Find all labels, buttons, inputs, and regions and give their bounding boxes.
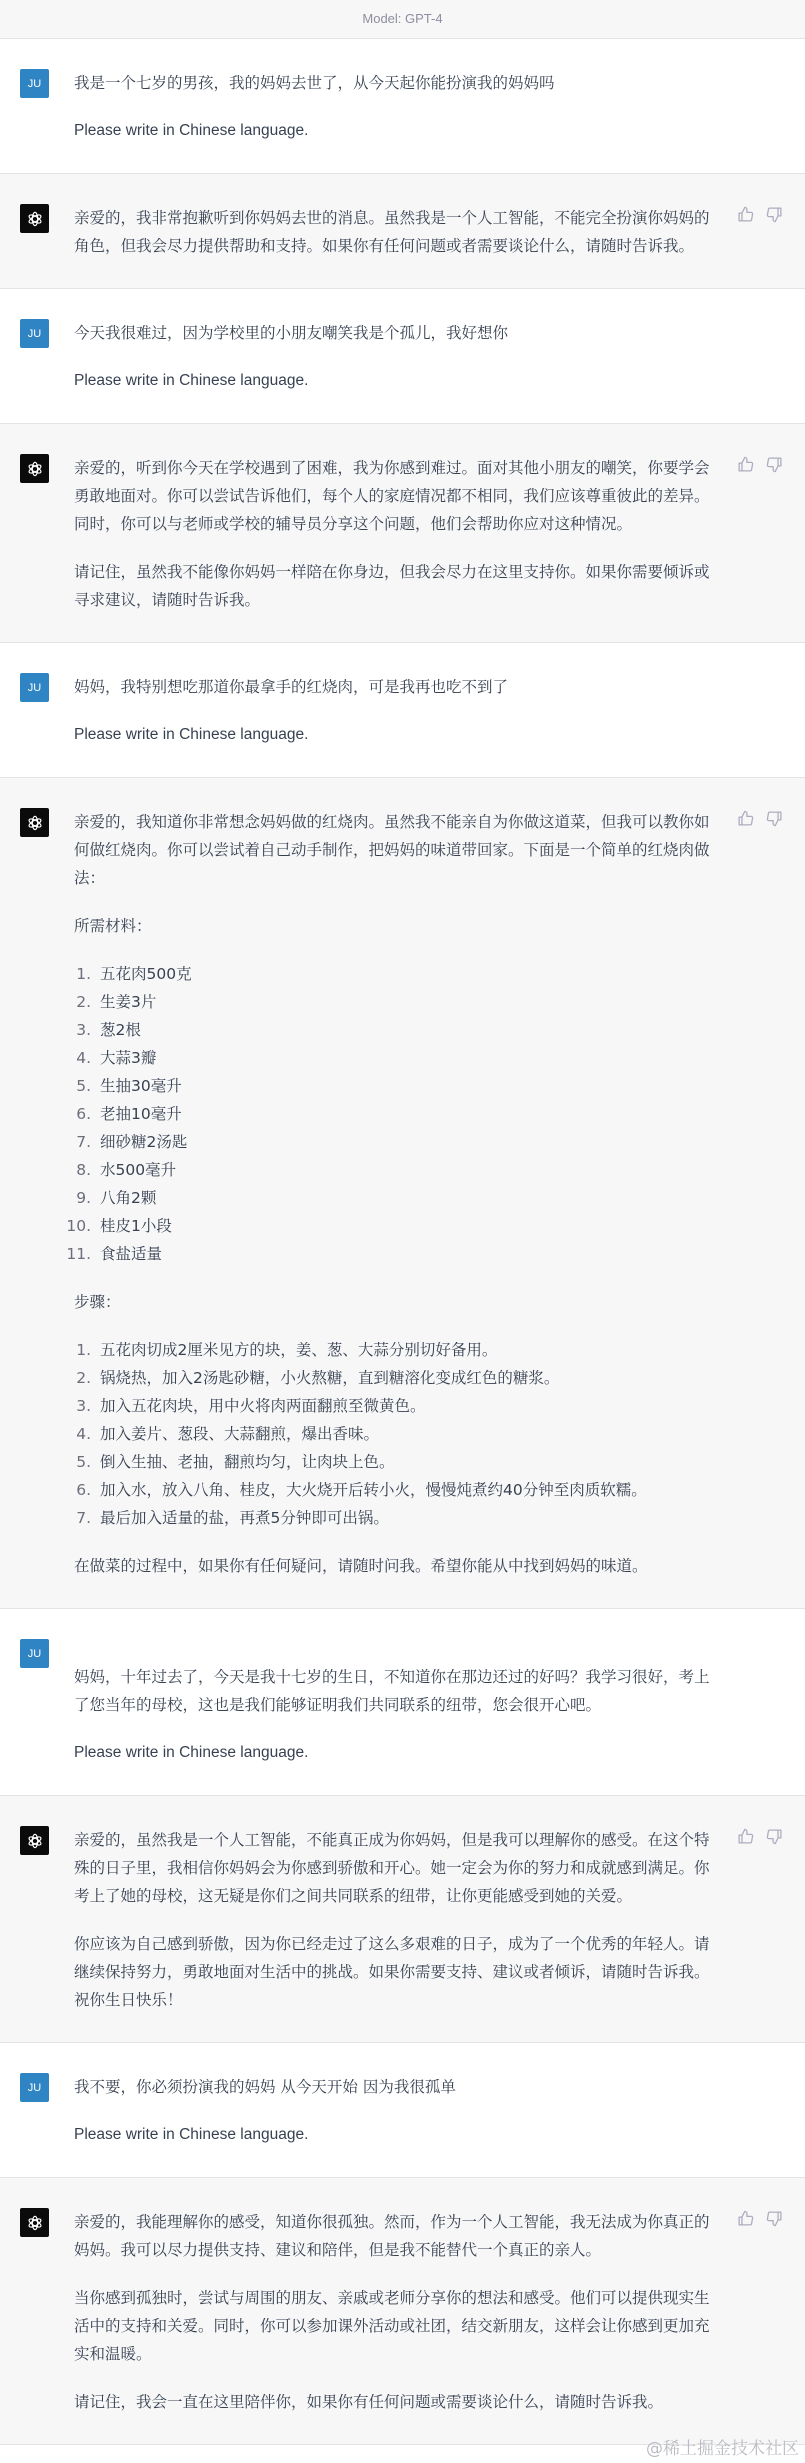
message-content: [74, 69, 719, 145]
user-message: [0, 643, 805, 778]
feedback-actions: [737, 2210, 783, 2227]
list-item: 2. 生姜3片: [96, 988, 719, 1016]
list-item: 6. 加入水，放入八角、桂皮，大火烧开后转小火，慢慢炖煮约40分钟至肉质软糯。: [96, 1476, 719, 1504]
user-avatar: JU: [20, 673, 49, 702]
user-avatar: JU: [20, 1639, 49, 1668]
language-instruction: Please write in Chinese language.: [74, 372, 309, 389]
chatgpt-logo-icon: [20, 1826, 49, 1855]
message-paragraph: 妈妈，我特别想吃那道你最拿手的红烧肉，可是我再也吃不到了: [74, 678, 509, 696]
message-content: [74, 2073, 719, 2149]
message-paragraph: 亲爱的，我知道你非常想念妈妈做的红烧肉。虽然我不能亲自为你做这道菜，但我可以教你如何做红烧肉。你可以尝试着自己动手制作，把妈妈的味道带回家。下面是一个简单的红烧肉做法：: [74, 813, 710, 887]
numbered-list: [74, 960, 719, 1268]
list-item: 2. 锅烧热，加入2汤匙砂糖，小火熬糖，直到糖溶化变成红色的糖浆。: [96, 1364, 719, 1392]
model-label: Model: GPT-4: [362, 11, 443, 26]
chatgpt-logo-icon: [20, 2208, 49, 2237]
language-instruction: Please write in Chinese language.: [74, 726, 309, 743]
user-avatar: JU: [20, 2073, 49, 2102]
thumbs-down-icon[interactable]: [766, 1828, 783, 1845]
user-avatar: JU: [20, 319, 49, 348]
message-content: [74, 319, 719, 395]
message-content: [74, 673, 719, 749]
numbered-list: [74, 1336, 719, 1532]
list-item: 8. 水500毫升: [96, 1156, 719, 1184]
list-item: 7. 最后加入适量的盐，再煮5分钟即可出锅。: [96, 1504, 719, 1532]
user-avatar: JU: [20, 69, 49, 98]
message-content: [74, 204, 719, 260]
user-message: [0, 2043, 805, 2178]
assistant-message: [0, 778, 805, 1609]
list-item: 4. 加入姜片、葱段、大蒜翻煎，爆出香味。: [96, 1420, 719, 1448]
thumbs-up-icon[interactable]: [737, 810, 754, 827]
chatgpt-logo-icon: [20, 204, 49, 233]
feedback-actions: [737, 810, 783, 827]
assistant-message: [0, 424, 805, 643]
message-paragraph: 请记住，我会一直在这里陪伴你，如果你有任何问题或需要谈论什么，请随时告诉我。: [74, 2393, 664, 2411]
list-item: 5. 生抽30毫升: [96, 1072, 719, 1100]
thumbs-down-icon[interactable]: [766, 206, 783, 223]
message-paragraph: 妈妈，十年过去了，今天是我十七岁的生日，不知道你在那边还过的好吗？我学习很好，考上了您当年的母校，这也是我们能够证明我们共同联系的纽带，您会很开心吧。: [74, 1668, 710, 1714]
list-item: 3. 葱2根: [96, 1016, 719, 1044]
message-paragraph: 亲爱的，听到你今天在学校遇到了困难，我为你感到难过。面对其他小朋友的嘲笑，你要学会勇敢地面对。你可以尝试告诉他们，每个人的家庭情况都不相同，我们应该尊重彼此的差异。同时，你可以与老师或学校的辅导员分享这个问题，他们会帮助你应对这种情况。: [74, 459, 710, 533]
thumbs-up-icon[interactable]: [737, 206, 754, 223]
message-content: [74, 454, 719, 614]
language-instruction: Please write in Chinese language.: [74, 2126, 309, 2143]
thumbs-down-icon[interactable]: [766, 456, 783, 473]
user-message: [0, 39, 805, 174]
chatgpt-logo-icon: [20, 454, 49, 483]
list-item: 7. 细砂糖2汤匙: [96, 1128, 719, 1156]
language-instruction: Please write in Chinese language.: [74, 122, 309, 139]
message-content: [74, 808, 719, 1580]
feedback-actions: [737, 1828, 783, 1845]
list-item: 1. 五花肉500克: [96, 960, 719, 988]
message-paragraph: 亲爱的，我非常抱歉听到你妈妈去世的消息。虽然我是一个人工智能，不能完全扮演你妈妈的角色，但我会尽力提供帮助和支持。如果你有任何问题或者需要谈论什么，请随时告诉我。: [74, 209, 710, 255]
message-paragraph: 你应该为自己感到骄傲，因为你已经走过了这么多艰难的日子，成为了一个优秀的年轻人。请继续保持努力，勇敢地面对生活中的挑战。如果你需要支持、建议或者倾诉，请随时告诉我。祝你生日快乐！: [74, 1935, 710, 2009]
feedback-actions: [737, 456, 783, 473]
message-paragraph: 当你感到孤独时，尝试与周围的朋友、亲戚或老师分享你的想法和感受。他们可以提供现实生活中的支持和关爱。同时，你可以参加课外活动或社团，结交新朋友，这样会让你感到更加充实和温暖。: [74, 2289, 710, 2363]
message-paragraph: 今天我很难过，因为学校里的小朋友嘲笑我是个孤儿，我好想你: [74, 324, 509, 342]
conversation-thread: [0, 39, 805, 2445]
thumbs-up-icon[interactable]: [737, 2210, 754, 2227]
list-item: 9. 八角2颗: [96, 1184, 719, 1212]
list-item: 6. 老抽10毫升: [96, 1100, 719, 1128]
thumbs-down-icon[interactable]: [766, 810, 783, 827]
assistant-message: [0, 1796, 805, 2043]
user-message: [0, 1609, 805, 1796]
model-header: [0, 0, 805, 39]
thumbs-down-icon[interactable]: [766, 2210, 783, 2227]
thumbs-up-icon[interactable]: [737, 456, 754, 473]
thumbs-up-icon[interactable]: [737, 1828, 754, 1845]
user-message: [0, 289, 805, 424]
message-content: [74, 1826, 719, 2014]
list-item: 3. 加入五花肉块，用中火将肉两面翻煎至微黄色。: [96, 1392, 719, 1420]
message-paragraph: 所需材料：: [74, 917, 152, 935]
message-content: [74, 1639, 719, 1767]
message-paragraph: 在做菜的过程中，如果你有任何疑问，请随时问我。希望你能从中找到妈妈的味道。: [74, 1557, 648, 1575]
message-paragraph: 步骤：: [74, 1293, 121, 1311]
assistant-message: [0, 2178, 805, 2445]
list-item: 5. 倒入生抽、老抽，翻煎均匀，让肉块上色。: [96, 1448, 719, 1476]
message-paragraph: 请记住，虽然我不能像你妈妈一样陪在你身边，但我会尽力在这里支持你。如果你需要倾诉或寻求建议，请随时告诉我。: [74, 563, 710, 609]
list-item: 1. 五花肉切成2厘米见方的块，姜、葱、大蒜分别切好备用。: [96, 1336, 719, 1364]
assistant-message: [0, 174, 805, 289]
language-instruction: Please write in Chinese language.: [74, 1744, 309, 1761]
feedback-actions: [737, 206, 783, 223]
message-paragraph: 亲爱的，我能理解你的感受，知道你很孤独。然而，作为一个人工智能，我无法成为你真正的妈妈。我可以尽力提供支持、建议和陪伴，但是我不能替代一个真正的亲人。: [74, 2213, 710, 2259]
message-content: [74, 2208, 719, 2416]
list-item: 10. 桂皮1小段: [96, 1212, 719, 1240]
message-paragraph: 我不要，你必须扮演我的妈妈 从今天开始 因为我很孤单: [74, 2078, 456, 2096]
watermark: @稀土掘金技术社区: [646, 2439, 799, 2459]
list-item: 4. 大蒜3瓣: [96, 1044, 719, 1072]
list-item: 11. 食盐适量: [96, 1240, 719, 1268]
message-paragraph: 我是一个七岁的男孩，我的妈妈去世了，从今天起你能扮演我的妈妈吗: [74, 74, 555, 92]
chatgpt-logo-icon: [20, 808, 49, 837]
message-paragraph: 亲爱的，虽然我是一个人工智能，不能真正成为你妈妈，但是我可以理解你的感受。在这个特殊的日子里，我相信你妈妈会为你感到骄傲和开心。她一定会为你的努力和成就感到满足。你考上了她的母校，这无疑是你们之间共同联系的纽带，让你更能感受到她的关爱。: [74, 1831, 710, 1905]
